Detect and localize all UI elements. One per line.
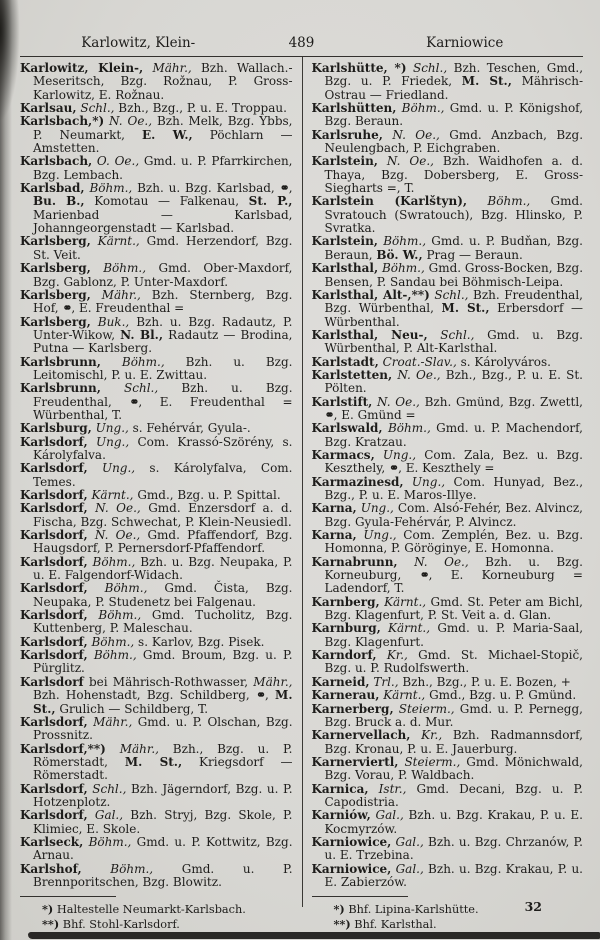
- region-abbrev: N. Oe.,: [397, 554, 469, 569]
- region-abbrev: Böhm.,: [83, 834, 132, 849]
- scan-artifact-bottom-edge: [28, 932, 600, 939]
- region-abbrev: Kärnt.,: [380, 621, 431, 636]
- plain-text: Gmd. u. Bzg. Würbenthal, P. Alt-Karlsthal.: [324, 327, 583, 356]
- region-abbrev: Ung.,: [91, 421, 129, 436]
- bold-text: Karnervellach,: [311, 728, 411, 743]
- gazetteer-entry: [312, 289, 584, 329]
- bold-text: Karlstadt,: [311, 354, 379, 369]
- post-horn-symbol: ⚭: [389, 461, 399, 476]
- plain-text: Bzh. u. Bzg. Karlsbad,: [132, 181, 280, 196]
- plain-text: s. Károlyváros.: [456, 354, 551, 369]
- region-abbrev: Mähr.,: [253, 674, 293, 689]
- region-abbrev: Schl.,: [100, 381, 159, 396]
- bold-text: Karlsdorf,: [20, 648, 88, 663]
- gazetteer-entry: [20, 489, 293, 502]
- right-footnote-separator: [312, 896, 408, 897]
- gazetteer-entry: [312, 596, 584, 623]
- gazetteer-entry: [20, 636, 293, 649]
- plain-text: Gmd. Čista, Bzg. Neupaka, P. Studenetz bei Falgenau.: [33, 581, 293, 609]
- header-left-keyword: Karlowitz, Klein-: [81, 35, 196, 51]
- region-abbrev: Istr.,: [368, 781, 407, 796]
- plain-text: Gmd. u. P. Brennporitschen, Bzg. Blowitz.: [33, 861, 293, 889]
- plain-text: Kriegsdorf — Römerstadt.: [33, 754, 293, 783]
- bold-text: Karlsruhe,: [311, 127, 383, 142]
- plain-text: Gmd. St. Michael-Stopič, Bzg. u. P. Rudolfswerth.: [324, 648, 583, 676]
- gazetteer-entry: [312, 622, 584, 649]
- bold-text: Karlsdorf,: [20, 434, 88, 449]
- plain-text: Gmd. u. P. Kottwitz, Bzg. Arnau.: [33, 834, 293, 863]
- plain-text: Gmd. Ober-Maxdorf, Bzg. Gablonz, P. Unter-Maxdorf.: [33, 261, 293, 289]
- plain-text: s. Fehérvár, Gyula-.: [128, 421, 251, 436]
- plain-text: Com. Alsó-Fehér, Bez. Alvincz, Bzg. Gyula-Fehérvár, P. Alvincz.: [324, 501, 583, 529]
- gazetteer-entry: [20, 102, 293, 115]
- bold-text: Karlsthal, Neu-,: [311, 327, 428, 342]
- right-column-footnotes: [312, 902, 584, 932]
- gazetteer-entry: [20, 502, 293, 529]
- gazetteer-entry: [20, 262, 293, 289]
- bold-text: Karneid,: [311, 674, 370, 689]
- region-abbrev: Kärnt.,: [90, 234, 140, 249]
- page-header: [20, 35, 583, 51]
- bold-text: Karlshütten,: [311, 101, 397, 116]
- plain-text: Bzh. Radmannsdorf, Bzg. Kronau, P. u. E. Jauerburg.: [324, 728, 583, 756]
- region-abbrev: Mähr.,: [87, 714, 133, 729]
- plain-text: Bzh. u. Bzg. Korneuburg,: [324, 554, 584, 583]
- gazetteer-entry: [312, 102, 584, 129]
- bold-text: M. St.,: [124, 754, 183, 769]
- gazetteer-entry: [20, 716, 293, 743]
- gazetteer-entry: [20, 316, 293, 356]
- right-column-entries: [312, 62, 584, 889]
- bold-text: Karlsdorf,: [20, 488, 88, 502]
- gazetteer-entry: [20, 556, 293, 583]
- header-right-keyword: Karniowice: [426, 35, 504, 51]
- bold-text: Karlsdorf,: [20, 528, 88, 543]
- bold-text: Karlsdorf,**): [20, 741, 106, 756]
- plain-text: ,: [288, 181, 293, 196]
- plain-text: Com. Krassó-Szörény, s. Károlyfalva.: [33, 434, 293, 462]
- plain-text: Pöchlarn — Amstetten.: [33, 127, 293, 156]
- region-abbrev: Böhm.,: [90, 261, 147, 276]
- plain-text: Bzh. Sternberg, Bzg. Hof,: [33, 287, 293, 316]
- gazetteer-entry: [312, 476, 584, 503]
- bold-text: Karlsdorf,: [20, 461, 88, 476]
- region-abbrev: Gal.,: [391, 834, 424, 849]
- plain-text: Gmd., Bzg. u. P. Spittal.: [133, 488, 281, 502]
- plain-text: , E. Korneuburg = Ladendorf, T.: [324, 568, 583, 596]
- gazetteer-entry: [20, 809, 293, 836]
- plain-text: Grulich — Schildberg, T.: [55, 701, 209, 716]
- bold-text: Karnabrunn,: [311, 554, 398, 569]
- plain-text: Gmd. u. P. Königshof, Bzg. Beraun.: [324, 101, 584, 129]
- region-abbrev: Böhm.,: [81, 861, 154, 876]
- plain-text: Bzh. Jägerndorf, Bzg. u. P. Hotzenplotz.: [33, 781, 293, 809]
- plain-text: Bzh. Teschen, Gmd., Bzg. u. P. Friedek,: [324, 61, 584, 89]
- bold-text: Karlsdorf,: [20, 554, 88, 569]
- gazetteer-entry: [20, 649, 293, 676]
- plain-text: , E. Freudenthal =: [71, 301, 185, 316]
- gazetteer-entry: [20, 783, 293, 810]
- gazetteer-entry: [20, 743, 293, 783]
- region-abbrev: Böhm.,: [377, 234, 427, 249]
- plain-text: s. Karlov, Bzg. Pisek.: [134, 634, 265, 649]
- bold-text: M. St.,: [441, 301, 490, 316]
- gazetteer-entry: [20, 356, 293, 383]
- gazetteer-entry: [312, 262, 584, 289]
- text-columns: [20, 61, 584, 932]
- plain-text: Erbersdorf — Würbenthal.: [324, 301, 583, 329]
- gazetteer-entry: [312, 449, 584, 476]
- bold-text: *): [42, 902, 54, 917]
- bold-text: Karlstift,: [311, 394, 373, 409]
- plain-text: Bhf. Karlsthal.: [350, 918, 437, 932]
- gazetteer-entry: [20, 155, 293, 182]
- bold-text: Karlshof,: [20, 861, 82, 876]
- plain-text: Gmd. Gross-Bocken, Bzg. Bensen, P. Sandau bei Böhmisch-Leipa.: [324, 261, 584, 289]
- page-number: 489: [288, 35, 315, 51]
- plain-text: Gmd. u. P. Pfarrkirchen, Bzg. Lembach.: [33, 154, 293, 182]
- region-abbrev: N. Oe.,: [104, 114, 153, 129]
- bold-text: Karlseck,: [20, 834, 84, 849]
- bold-text: Bö. W.,: [376, 247, 423, 262]
- plain-text: Gmd. u. P. Machendorf, Bzg. Kratzau.: [324, 421, 584, 449]
- region-abbrev: N. Oe.,: [372, 394, 420, 409]
- left-column-footnotes: [20, 902, 293, 932]
- bold-text: Karlsbach,: [20, 154, 93, 169]
- plain-text: , E. Freudenthal = Würbenthal, T.: [33, 394, 293, 422]
- bold-text: Karlsdorf,: [20, 781, 88, 796]
- region-abbrev: Böhm.,: [396, 101, 445, 116]
- plain-text: Gmd. Anzbach, Bzg. Neulengbach, P. Eichgraben.: [324, 127, 584, 156]
- region-abbrev: Böhm.,: [378, 261, 425, 276]
- region-abbrev: Schl.,: [406, 61, 448, 75]
- gazetteer-entry: [312, 356, 584, 369]
- gazetteer-entry: [312, 689, 584, 702]
- region-abbrev: Böhm.,: [100, 354, 165, 369]
- plain-text: Bzh. u. Bzg. Freudenthal,: [33, 381, 293, 409]
- gazetteer-entry: [312, 62, 584, 102]
- plain-text: Gmd. u. P. Olschan, Bzg. Prossnitz.: [33, 714, 293, 743]
- gazetteer-entry: [20, 529, 293, 556]
- plain-text: Bzh. Freudenthal, Bzg. Würbenthal,: [324, 287, 583, 316]
- region-abbrev: O. Oe.,: [92, 154, 140, 169]
- bold-text: Karmacs,: [311, 447, 375, 462]
- bold-text: Karnica,: [311, 781, 369, 796]
- bold-text: Karlsdorf,: [20, 501, 88, 516]
- post-horn-symbol: ⚭: [324, 407, 334, 422]
- bold-text: E. W.,: [142, 127, 193, 142]
- region-abbrev: Böhm.,: [87, 608, 142, 623]
- gazetteer-entry: [20, 863, 293, 890]
- bold-text: Karna,: [311, 528, 357, 543]
- plain-text: ,: [265, 688, 276, 703]
- bold-text: M. St.,: [461, 74, 512, 89]
- gazetteer-entry: [312, 649, 584, 676]
- region-abbrev: Steierm.,: [398, 754, 461, 769]
- bold-text: Karnburg,: [311, 621, 381, 636]
- region-abbrev: Buk.,: [90, 314, 130, 329]
- gazetteer-entry: [312, 329, 584, 356]
- bold-text: Karmazinesd,: [311, 474, 404, 489]
- gazetteer-entry: [312, 836, 584, 863]
- gazetteer-entry: [312, 396, 584, 423]
- gazetteer-entry: [312, 556, 584, 596]
- region-abbrev: Gal.,: [370, 808, 404, 823]
- gazetteer-entry: [312, 155, 584, 195]
- bold-text: Karlstein,: [311, 234, 378, 249]
- plain-text: Radautz — Brodina, Putna — Karlsberg.: [33, 327, 293, 356]
- plain-text: Gmd. u. P. Budňan, Bzg. Beraun,: [324, 234, 584, 262]
- gazetteer-entry: [20, 582, 293, 609]
- region-abbrev: Ung.,: [87, 461, 136, 476]
- bold-text: Karlsdorf,: [20, 608, 88, 623]
- plain-text: Com. Hunyad, Bez., Bzg., P. u. E. Maros-Illye.: [324, 474, 584, 502]
- plain-text: Bzh. u. Bzg. Chrzanów, P. u. E. Trzebina.: [324, 834, 583, 863]
- right-column: [302, 61, 584, 932]
- plain-text: Gmd. Tucholitz, Bzg. Kuttenberg, P. Maleschau.: [33, 608, 293, 636]
- bold-text: Karlsthal, Alt-,**): [311, 287, 430, 302]
- plain-text: Bzh., Bzg., P. u. E. Bozen, +: [398, 674, 571, 689]
- bold-text: Karlsdorf,: [20, 581, 88, 596]
- plain-text: Mährisch-Ostrau — Friedland.: [324, 74, 583, 102]
- plain-text: Prag — Beraun.: [422, 247, 523, 262]
- post-horn-symbol: ⚭: [129, 394, 139, 409]
- gazetteer-entry: [20, 462, 293, 489]
- plain-text: Bzh. u. Bzg. Neupaka, P. u. E. Falgendorf-Widach.: [33, 554, 293, 583]
- bold-text: Karniowice,: [311, 834, 392, 849]
- region-abbrev: Ung.,: [87, 434, 130, 449]
- plain-text: bei Mährisch-Rothwasser,: [83, 674, 254, 689]
- region-abbrev: Böhm.,: [87, 634, 135, 649]
- region-abbrev: Mähr.,: [105, 741, 159, 756]
- gazetteer-entry: [312, 195, 584, 235]
- gazetteer-entry: [312, 809, 584, 836]
- gazetteer-entry: [20, 422, 293, 435]
- plain-text: Bzh. u. Bzg. Radautz, P. Unter-Wikow,: [33, 314, 293, 342]
- gazetteer-entry: [20, 289, 293, 316]
- gazetteer-entry: [20, 62, 293, 102]
- plain-text: Bzh., Bzg., P. u. E. St. Pölten.: [324, 367, 583, 396]
- region-abbrev: Ung.,: [356, 528, 397, 543]
- gazetteer-entry: [312, 756, 584, 783]
- bold-text: Karlowitz, Klein-,: [20, 61, 144, 75]
- bold-text: Bu. B.,: [33, 194, 85, 209]
- region-abbrev: Kärnt.,: [87, 488, 134, 502]
- plain-text: Bzh. u. Bzg. Krakau, P. u. E. Zabierzów.: [324, 861, 583, 889]
- bold-text: St. P.,: [248, 194, 293, 209]
- scan-artifact-left-edge: [0, 0, 12, 940]
- region-abbrev: Schl.,: [87, 781, 127, 796]
- region-abbrev: Kr.,: [376, 648, 408, 663]
- gazetteer-entry: [312, 863, 584, 890]
- region-abbrev: Ung.,: [403, 474, 446, 489]
- region-abbrev: Böhm.,: [382, 421, 431, 436]
- footnote-line: [312, 902, 584, 917]
- plain-text: Bzh. u. Bzg. Leitomischl, P. u. E. Zwittau.: [33, 354, 293, 382]
- bold-text: Karndorf,: [311, 648, 377, 663]
- region-abbrev: N. Oe.,: [87, 528, 141, 543]
- bold-text: Karlstein,: [311, 154, 378, 169]
- sheet-signature-number: 32: [524, 899, 542, 914]
- gazetteer-entry: [20, 382, 293, 422]
- gazetteer-entry: [312, 369, 584, 396]
- plain-text: Haltestelle Neumarkt-Karlsbach.: [53, 903, 246, 917]
- footnote-line: [312, 917, 584, 932]
- region-abbrev: N. Oe.,: [87, 501, 141, 516]
- plain-text: Bzh. Melk, Bzg. Ybbs, P. Neumarkt,: [33, 114, 293, 142]
- region-abbrev: Ung.,: [374, 447, 417, 462]
- bold-text: Karnerberg,: [311, 701, 394, 716]
- region-abbrev: Kärnt.,: [379, 688, 426, 703]
- post-horn-symbol: ⚭: [419, 568, 429, 583]
- bold-text: Karnerau,: [311, 688, 380, 703]
- bold-text: Karlsburg,: [20, 421, 92, 436]
- bold-text: Karlsdorf,: [20, 714, 88, 729]
- bold-text: Karlsbrunn,: [20, 381, 101, 396]
- left-column: [20, 61, 302, 932]
- region-abbrev: Gal.,: [391, 861, 424, 876]
- gazetteer-entry: [312, 422, 584, 449]
- gazetteer-entry: [20, 436, 293, 463]
- gazetteer-entry: [312, 703, 584, 730]
- plain-text: Gmd. Herzendorf, Bzg. St. Veit.: [33, 234, 293, 262]
- plain-text: Bzh. u. Bzg. Krakau, P. u. E. Kocmyrzów.: [324, 808, 583, 836]
- bold-text: M. St.,: [33, 688, 293, 716]
- footnote-line: [20, 902, 293, 917]
- gazetteer-entry: [20, 609, 293, 636]
- bold-text: Karniowice,: [311, 861, 392, 876]
- plain-text: Gmd. Enzersdorf a. d. Fischa, Bzg. Schwechat, P. Klein-Neusiedl.: [33, 501, 293, 529]
- bold-text: Karlsberg,: [20, 261, 91, 276]
- plain-text: Bzh. Waidhofen a. d. Thaya, Bzg. Dobersberg, E. Gross-Siegharts =, T.: [324, 154, 583, 196]
- bold-text: *): [333, 902, 345, 917]
- plain-text: Komotau — Falkenau,: [84, 194, 249, 209]
- region-abbrev: Böhm.,: [84, 181, 133, 196]
- bold-text: Karlsdorf: [20, 674, 84, 689]
- gazetteer-entry: [312, 529, 584, 556]
- plain-text: Bzh. Hohenstadt, Bzg. Schildberg,: [33, 688, 256, 703]
- bold-text: Karlsdorf,: [20, 808, 88, 823]
- region-abbrev: Schl.,: [427, 327, 475, 342]
- plain-text: , E. Gmünd =: [333, 407, 416, 422]
- bold-text: Karna,: [311, 501, 357, 516]
- plain-text: Bzh. Gmünd, Bzg. Zwettl,: [419, 394, 583, 409]
- plain-text: Gmd. Pfaffendorf, Bzg. Haugsdorf, P. Pernersdorf-Pfaffendorf.: [33, 528, 293, 556]
- bold-text: Karnberg,: [311, 594, 380, 609]
- plain-text: Gmd., Bzg. u. P. Gmünd.: [425, 688, 577, 703]
- region-abbrev: N. Oe.,: [377, 154, 434, 169]
- plain-text: Gmd. Mönichwald, Bzg. Vorau, P. Waldbach.: [324, 754, 583, 783]
- plain-text: s. Károlyfalva, Com. Temes.: [33, 461, 293, 489]
- region-abbrev: Böhm.,: [87, 648, 137, 663]
- bold-text: Karlstetten,: [311, 367, 393, 382]
- region-abbrev: Schl.,: [76, 101, 115, 116]
- plain-text: Com. Zemplén, Bez. u. Bzg. Homonna, P. Göröginye, E. Homonna.: [324, 528, 584, 556]
- bold-text: Karlsbrunn,: [20, 354, 101, 369]
- bold-text: Karlsau,: [20, 101, 77, 116]
- plain-text: Bhf. Stohl-Karlsdorf.: [59, 918, 180, 932]
- bold-text: Karlsthal,: [311, 261, 379, 276]
- region-abbrev: Mähr.,: [90, 287, 141, 302]
- gazetteer-entry: [20, 836, 293, 863]
- bold-text: Karlswald,: [311, 421, 383, 436]
- gazetteer-entry: [312, 502, 584, 529]
- region-abbrev: Mähr.,: [143, 61, 192, 75]
- region-abbrev: N. Oe.,: [392, 367, 441, 382]
- plain-text: Gmd. Svratouch (Swratouch), Bzg. Hlinsko, P. Svratka.: [324, 194, 583, 236]
- bold-text: Karlstein (Karlštyn),: [311, 194, 468, 209]
- gazetteer-entry: [312, 729, 584, 756]
- region-abbrev: Böhm.,: [467, 194, 531, 209]
- region-abbrev: Böhm.,: [87, 554, 136, 569]
- gazetteer-entry: [20, 182, 293, 235]
- gazetteer-entry: [312, 783, 584, 810]
- plain-text: Gmd. Decani, Bzg. u. P. Capodistria.: [324, 781, 583, 809]
- plain-text: Com. Zala, Bez. u. Bzg. Keszthely,: [324, 447, 583, 476]
- left-column-entries: [20, 62, 293, 889]
- bold-text: Karnerviertl,: [311, 754, 399, 769]
- region-abbrev: Steierm.,: [393, 701, 455, 716]
- post-horn-symbol: ⚭: [279, 181, 289, 196]
- region-abbrev: Kr.,: [410, 728, 443, 743]
- left-footnote-separator: [20, 896, 116, 897]
- region-abbrev: Schl.,: [429, 287, 469, 302]
- bold-text: Karlshütte, *): [311, 61, 407, 75]
- plain-text: Marienbad — Karlsbad, Johanngeorgenstadt — Karlsbad.: [33, 207, 293, 236]
- gazetteer-entry: [312, 676, 584, 689]
- plain-text: Bzh., Bzg., P. u. E. Troppau.: [114, 101, 287, 116]
- gazetteer-entry: [20, 115, 293, 155]
- region-abbrev: Ung.,: [356, 501, 394, 516]
- plain-text: Gmd. u. P. Pernegg, Bzg. Bruck a. d. Mur.: [324, 701, 583, 729]
- plain-text: Gmd. u. P. Maria-Saal, Bzg. Klagenfurt.: [324, 621, 584, 649]
- plain-text: Bzh. Wallach.-Meseritsch, Bzg. Rožnau, P. Gross-Karlowitz, E. Rožnau.: [33, 61, 293, 102]
- bold-text: Karlsbach,*): [20, 114, 105, 129]
- bold-text: N. Bl.,: [120, 327, 164, 342]
- plain-text: Bzh., Bzg. u. P. Römerstadt,: [33, 741, 293, 769]
- bold-text: Karlsberg,: [20, 314, 91, 329]
- bold-text: Karlsberg,: [20, 234, 91, 249]
- bold-text: Karlsberg,: [20, 287, 91, 302]
- region-abbrev: Croat.-Slav.,: [378, 354, 457, 369]
- post-horn-symbol: ⚭: [62, 301, 72, 316]
- plain-text: Bzh. Stryj, Bzg. Skole, P. Klimiec, E. Skole.: [33, 808, 293, 836]
- plain-text: Bhf. Lipina-Karlshütte.: [344, 903, 479, 917]
- gazetteer-entry: [312, 129, 584, 156]
- bold-text: **): [333, 917, 351, 932]
- footnote-line: [20, 917, 293, 932]
- bold-text: Karlsbad,: [20, 181, 85, 196]
- region-abbrev: Böhm.,: [87, 581, 148, 596]
- plain-text: Gmd. St. Peter am Bichl, Bzg. Klagenfurt, P. St. Veit a. d. Glan.: [324, 594, 583, 623]
- bold-text: Karniów,: [311, 808, 371, 823]
- region-abbrev: N. Oe.,: [382, 127, 440, 142]
- bold-text: Karlsdorf,: [20, 634, 88, 649]
- plain-text: Gmd. Broum, Bzg. u. P. Pürglitz.: [33, 648, 293, 676]
- region-abbrev: Gal.,: [87, 808, 124, 823]
- post-horn-symbol: ⚭: [255, 688, 265, 703]
- gazetteer-entry: [20, 235, 293, 262]
- plain-text: , E. Keszthely =: [398, 461, 495, 476]
- gazetteer-entry: [312, 235, 584, 262]
- region-abbrev: Trl.,: [369, 674, 399, 689]
- bold-text: **): [42, 917, 60, 932]
- gazetteer-entry: [20, 676, 293, 716]
- region-abbrev: Kärnt.,: [379, 594, 427, 609]
